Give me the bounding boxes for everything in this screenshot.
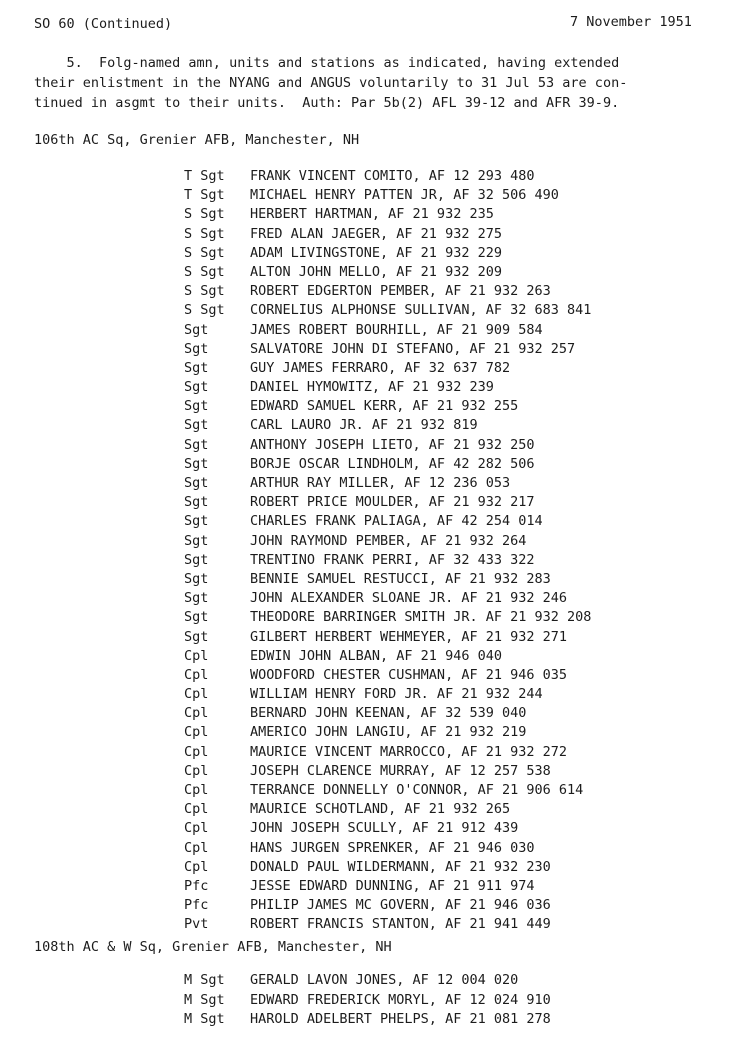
roster-row [184, 704, 591, 723]
roster-row [184, 666, 591, 685]
roster-row [184, 1010, 551, 1030]
member-name-serial: JOHN JOSEPH SCULLY, AF 21 912 439 [250, 820, 519, 837]
member-grade: S Sgt [184, 263, 225, 280]
roster-row [184, 378, 591, 397]
member-name-serial: SALVATORE JOHN DI STEFANO, AF 21 932 257 [250, 340, 576, 357]
member-grade: M Sgt [184, 972, 225, 988]
member-grade: Cpl [184, 686, 209, 703]
member-name-serial: THEODORE BARRINGER SMITH JR. AF 21 932 208 [250, 609, 592, 626]
roster-row [184, 800, 591, 819]
member-grade: Cpl [184, 647, 209, 664]
roster-row [184, 416, 591, 435]
roster-row [184, 896, 591, 915]
roster-row [184, 570, 591, 589]
paragraph-line: their enlistment in the NYANG and ANGUS voluntarily to 31 Jul 53 are con- [34, 75, 628, 91]
member-grade: Cpl [184, 782, 209, 798]
member-grade: Cpl [184, 705, 209, 722]
member-name-serial: MICHAEL HENRY PATTEN JR, AF 32 506 490 [250, 187, 559, 204]
paragraph-line: tinued in asgmt to their units. Auth: Par 5b(2) AFL 39-12 and AFR 39-9. [34, 95, 620, 111]
roster-row [184, 301, 591, 320]
roster-row [184, 474, 591, 493]
member-name-serial: FRED ALAN JAEGER, AF 21 932 275 [250, 225, 502, 242]
order-date: 7 November 1951 [570, 14, 692, 30]
member-name-serial: BENNIE SAMUEL RESTUCCI, AF 21 932 283 [250, 570, 551, 587]
member-grade: S Sgt [184, 206, 225, 223]
member-name-serial: CARL LAURO JR. AF 21 932 819 [250, 417, 478, 434]
member-grade: Pfc [184, 897, 209, 914]
roster-row [184, 205, 591, 224]
member-grade: Sgt [184, 417, 209, 434]
member-grade: Sgt [184, 513, 209, 530]
member-name-serial: GERALD LAVON JONES, AF 12 004 020 [250, 972, 519, 988]
roster-row [184, 532, 591, 551]
member-grade: Sgt [184, 570, 209, 587]
roster-row [184, 628, 591, 647]
member-grade: S Sgt [184, 244, 225, 261]
member-grade: Cpl [184, 839, 209, 856]
roster-row [184, 455, 591, 474]
member-name-serial: JOHN RAYMOND PEMBER, AF 21 932 264 [250, 532, 527, 549]
member-name-serial: EDWARD FREDERICK MORYL, AF 12 024 910 [250, 991, 551, 1008]
member-grade: Cpl [184, 801, 209, 818]
member-name-serial: BORJE OSCAR LINDHOLM, AF 42 282 506 [250, 455, 535, 472]
member-name-serial: FRANK VINCENT COMITO, AF 12 293 480 [250, 168, 535, 184]
member-name-serial: EDWARD SAMUEL KERR, AF 21 932 255 [250, 398, 519, 415]
member-name-serial: CORNELIUS ALPHONSE SULLIVAN, AF 32 683 841 [250, 302, 592, 319]
member-grade: Cpl [184, 820, 209, 837]
member-grade: Cpl [184, 666, 209, 683]
roster-row [184, 321, 591, 340]
roster-row [184, 340, 591, 359]
roster-row [184, 723, 591, 742]
member-grade: Sgt [184, 340, 209, 357]
member-name-serial: HERBERT HARTMAN, AF 21 932 235 [250, 206, 494, 223]
member-grade: Sgt [184, 436, 209, 453]
member-grade: Cpl [184, 858, 209, 875]
member-name-serial: DANIEL HYMOWITZ, AF 21 932 239 [250, 379, 494, 396]
roster-row [184, 589, 591, 608]
member-name-serial: WOODFORD CHESTER CUSHMAN, AF 21 946 035 [250, 666, 567, 683]
roster-row [184, 397, 591, 416]
member-name-serial: PHILIP JAMES MC GOVERN, AF 21 946 036 [250, 897, 551, 914]
member-name-serial: ANTHONY JOSEPH LIETO, AF 21 932 250 [250, 436, 535, 453]
roster-row [184, 762, 591, 781]
roster-row [184, 608, 591, 627]
member-name-serial: JAMES ROBERT BOURHILL, AF 21 909 584 [250, 321, 543, 338]
member-name-serial: DONALD PAUL WILDERMANN, AF 21 932 230 [250, 858, 551, 875]
member-grade: S Sgt [184, 283, 225, 300]
roster-row [184, 512, 591, 531]
paragraph-line: 5. Folg-named amn, units and stations as indicated, having extended [34, 55, 620, 71]
member-grade: Sgt [184, 609, 209, 626]
member-grade: Pvt [184, 916, 209, 933]
roster-row [184, 743, 591, 762]
roster-row [184, 991, 551, 1011]
member-grade: Sgt [184, 455, 209, 472]
roster-row [184, 819, 591, 838]
member-grade: Sgt [184, 590, 209, 607]
member-name-serial: HAROLD ADELBERT PHELPS, AF 21 081 278 [250, 1011, 551, 1027]
member-grade: Sgt [184, 628, 209, 645]
roster-row [184, 971, 551, 991]
member-name-serial: BERNARD JOHN KEENAN, AF 32 539 040 [250, 705, 527, 722]
roster-row [184, 781, 591, 800]
member-name-serial: TERRANCE DONNELLY O'CONNOR, AF 21 906 614 [250, 782, 584, 798]
roster-row [184, 839, 591, 858]
roster-row [184, 436, 591, 455]
member-grade: T Sgt [184, 187, 225, 204]
member-name-serial: AMERICO JOHN LANGIU, AF 21 932 219 [250, 724, 527, 741]
member-grade: T Sgt [184, 168, 225, 184]
member-grade: Pfc [184, 877, 209, 894]
roster-row [184, 493, 591, 512]
order-reference: SO 60 (Continued) [34, 16, 173, 32]
roster-row [184, 359, 591, 378]
roster-108th [184, 971, 551, 1030]
roster-106th [184, 167, 591, 935]
member-name-serial: ADAM LIVINGSTONE, AF 21 932 229 [250, 244, 502, 261]
member-grade: Sgt [184, 379, 209, 396]
roster-row [184, 915, 591, 934]
member-name-serial: ARTHUR RAY MILLER, AF 12 236 053 [250, 475, 511, 491]
member-grade: Sgt [184, 532, 209, 549]
roster-row [184, 263, 591, 282]
member-name-serial: CHARLES FRANK PALIAGA, AF 42 254 014 [250, 513, 543, 530]
member-name-serial: EDWIN JOHN ALBAN, AF 21 946 040 [250, 647, 502, 664]
member-name-serial: TRENTINO FRANK PERRI, AF 32 433 322 [250, 551, 535, 568]
roster-row [184, 282, 591, 301]
member-name-serial: ROBERT FRANCIS STANTON, AF 21 941 449 [250, 916, 551, 933]
member-name-serial: ROBERT EDGERTON PEMBER, AF 21 932 263 [250, 283, 551, 300]
member-grade: S Sgt [184, 302, 225, 319]
member-grade: M Sgt [184, 991, 225, 1008]
roster-row [184, 647, 591, 666]
unit-heading-108th: 108th AC & W Sq, Grenier AFB, Manchester, NH [34, 939, 392, 955]
member-grade: Sgt [184, 551, 209, 568]
roster-row [184, 244, 591, 263]
paragraph-5 [34, 53, 724, 113]
roster-row [184, 858, 591, 877]
member-grade: Cpl [184, 743, 209, 760]
member-grade: Cpl [184, 762, 209, 779]
member-name-serial: MAURICE VINCENT MARROCCO, AF 21 932 272 [250, 743, 567, 760]
member-name-serial: JOHN ALEXANDER SLOANE JR. AF 21 932 246 [250, 590, 567, 607]
roster-row [184, 685, 591, 704]
roster-row [184, 877, 591, 896]
member-name-serial: JESSE EDWARD DUNNING, AF 21 911 974 [250, 877, 535, 894]
member-name-serial: JOSEPH CLARENCE MURRAY, AF 12 257 538 [250, 762, 551, 779]
member-name-serial: GUY JAMES FERRARO, AF 32 637 782 [250, 359, 511, 376]
member-name-serial: ALTON JOHN MELLO, AF 21 932 209 [250, 263, 502, 280]
unit-heading-106th: 106th AC Sq, Grenier AFB, Manchester, NH [34, 132, 360, 148]
member-name-serial: WILLIAM HENRY FORD JR. AF 21 932 244 [250, 686, 543, 703]
roster-row [184, 551, 591, 570]
member-grade: Sgt [184, 494, 209, 511]
member-grade: S Sgt [184, 225, 225, 242]
member-name-serial: GILBERT HERBERT WEHMEYER, AF 21 932 271 [250, 628, 567, 645]
member-grade: M Sgt [184, 1011, 225, 1027]
member-grade: Sgt [184, 398, 209, 415]
member-name-serial: MAURICE SCHOTLAND, AF 21 932 265 [250, 801, 511, 818]
member-grade: Sgt [184, 359, 209, 376]
member-grade: Sgt [184, 321, 209, 338]
member-grade: Cpl [184, 724, 209, 741]
member-name-serial: HANS JURGEN SPRENKER, AF 21 946 030 [250, 839, 535, 856]
roster-row [184, 225, 591, 244]
member-name-serial: ROBERT PRICE MOULDER, AF 21 932 217 [250, 494, 535, 511]
roster-row [184, 186, 591, 205]
member-grade: Sgt [184, 475, 209, 491]
roster-row [184, 167, 591, 186]
